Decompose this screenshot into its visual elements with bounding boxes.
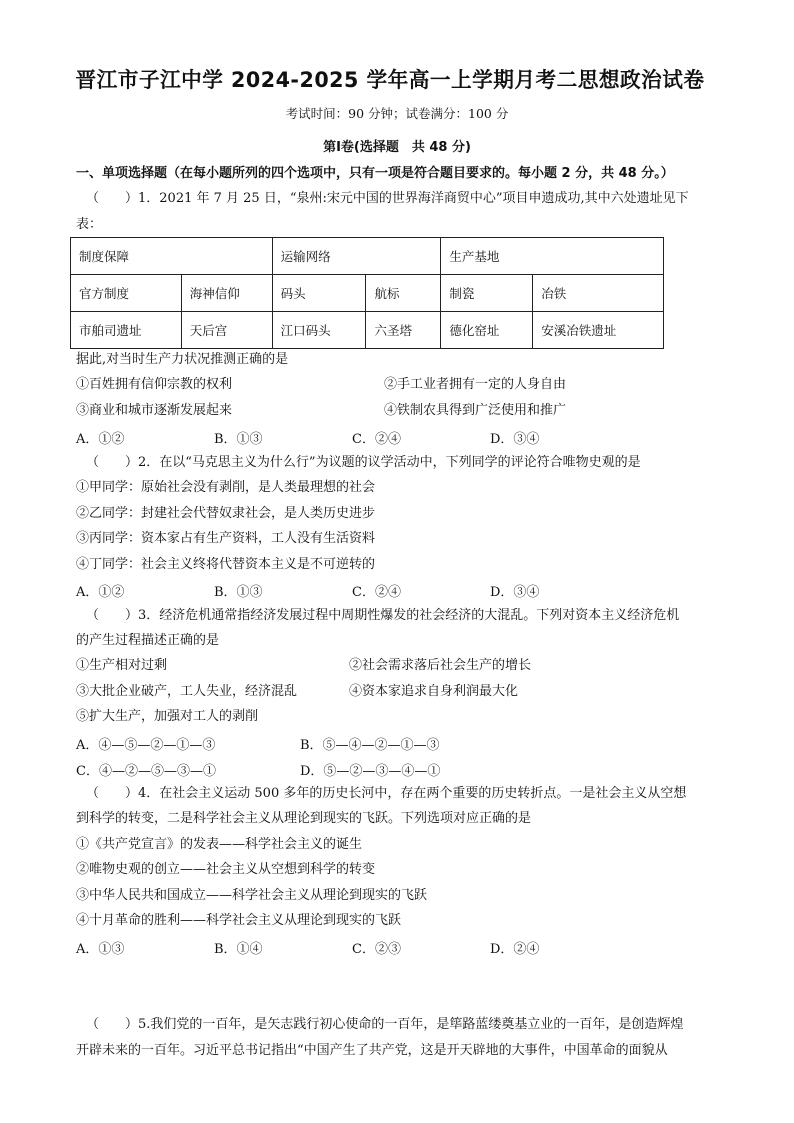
q1-option-a[interactable]: A．①② [76, 432, 125, 447]
q4-item: ②唯物史观的创立——社会主义从空想到科学的转变 [76, 862, 376, 877]
q2-option-a[interactable]: A．①② [76, 585, 125, 600]
q1-option-d[interactable]: D．③④ [490, 432, 540, 447]
table-row [71, 312, 664, 349]
q1-table [70, 237, 664, 349]
q3-stem-line1: （ ）3．经济危机通常指经济发展过程中周期性爆发的社会经济的大混乱。下列对资本主义经济危机 [86, 608, 680, 623]
q3-stem-line2: 的产生过程描述正确的是 [76, 633, 220, 648]
table-header-cell: 生产基地 [441, 238, 664, 275]
table-cell: 冶铁 [533, 275, 664, 312]
q4-item: ④十月革命的胜利——科学社会主义从理论到现实的飞跃 [76, 913, 402, 928]
q2-item: ④丁同学：社会主义终将代替资本主义是不可逆转的 [76, 557, 376, 572]
q1-item: ②手工业者拥有一定的人身自由 [384, 377, 567, 392]
q5-stem-line2: 开辟未来的一百年。习近平总书记指出“中国产生了共产党，这是开天辟地的大事件，中国革命的面貌从 [76, 1043, 668, 1058]
exam-subtitle: 考试时间：90 分钟；试卷满分：100 分 [285, 106, 509, 121]
table-cell: 官方制度 [71, 275, 182, 312]
table-cell: 六圣塔 [366, 312, 441, 349]
q2-option-d[interactable]: D．③④ [490, 585, 540, 600]
table-header-cell: 制度保障 [71, 238, 273, 275]
table-cell: 海神信仰 [181, 275, 272, 312]
section-heading: 一、单项选择题（在每小题所列的四个选项中，只有一项是符合题目要求的。每小题 2 分，共 48 分。） [76, 166, 674, 181]
q3-option-d[interactable]: D．⑤—②—③—④—① [300, 764, 441, 779]
q3-item: ④资本家追求自身利润最大化 [349, 684, 519, 699]
q2-option-c[interactable]: C．②④ [352, 585, 401, 600]
q2-item: ②乙同学：封建社会代替奴隶社会，是人类历史进步 [76, 506, 376, 521]
q4-item: ①《共产党宣言》的发表——科学社会主义的诞生 [76, 837, 363, 852]
q3-item: ②社会需求落后社会生产的增长 [349, 658, 532, 673]
q3-item: ⑤扩大生产，加强对工人的剥削 [76, 709, 259, 724]
q5-stem-line1: （ ）5.我们党的一百年，是矢志践行初心使命的一百年，是筚路蓝缕奠基立业的一百年，是创造辉煌 [86, 1017, 684, 1032]
table-cell: 市舶司遗址 [71, 312, 182, 349]
q2-option-b[interactable]: B．①③ [214, 585, 263, 600]
q1-item: ③商业和城市逐渐发展起来 [76, 403, 233, 418]
q2-item: ①甲同学：原始社会没有剥削，是人类最理想的社会 [76, 480, 376, 495]
q4-option-d[interactable]: D．②④ [490, 942, 540, 957]
q4-stem-line1: （ ）4．在社会主义运动 500 多年的历史长河中，存在两个重要的历史转折点。一是社会主义从空想 [86, 786, 687, 801]
volume-heading: 第Ⅰ卷(选择题 共 48 分) [323, 140, 471, 155]
q4-option-b[interactable]: B．①④ [214, 942, 263, 957]
q4-stem-line2: 到科学的转变，二是科学社会主义从理论到现实的飞跃。下列选项对应正确的是 [76, 811, 532, 826]
table-cell: 制瓷 [441, 275, 533, 312]
table-cell: 安溪冶铁遗址 [533, 312, 664, 349]
q1-stem-line2: 表： [76, 217, 103, 232]
table-row [71, 238, 664, 275]
q2-stem: （ ）2．在以“马克思主义为什么行”为议题的议学活动中，下列同学的评论符合唯物史观的是 [86, 455, 641, 470]
q2-item: ③丙同学：资本家占有生产资料，工人没有生活资料 [76, 531, 376, 546]
exam-title: 晋江市子江中学 2024-2025 学年高一上学期月考二思想政治试卷 [75, 68, 705, 92]
q3-option-b[interactable]: B．⑤—④—②—①—③ [300, 738, 440, 753]
table-cell: 天后宫 [181, 312, 272, 349]
q1-stem-line1: （ ）1．2021 年 7 月 25 日，“泉州:宋元中国的世界海洋商贸中心”项目申遗成功,其中六处遗址见下 [86, 191, 689, 206]
q3-option-c[interactable]: C．④—②—⑤—③—① [76, 764, 216, 779]
table-cell: 航标 [366, 275, 441, 312]
table-header-cell: 运输网络 [272, 238, 441, 275]
table-row [71, 275, 664, 312]
table-cell: 江口码头 [272, 312, 366, 349]
q3-option-a[interactable]: A．④—⑤—②—①—③ [76, 738, 216, 753]
q3-item: ①生产相对过剩 [76, 658, 168, 673]
table-cell: 码头 [272, 275, 366, 312]
q4-option-c[interactable]: C．②③ [352, 942, 401, 957]
q4-item: ③中华人民共和国成立——科学社会主义从理论到现实的飞跃 [76, 888, 428, 903]
q1-item: ①百姓拥有信仰宗教的权利 [76, 377, 233, 392]
table-cell: 德化窑址 [441, 312, 533, 349]
q1-option-c[interactable]: C．②④ [352, 432, 401, 447]
q1-after-table: 据此,对当时生产力状况推测正确的是 [76, 352, 289, 367]
q1-option-b[interactable]: B．①③ [214, 432, 263, 447]
q4-option-a[interactable]: A．①③ [76, 942, 125, 957]
q1-item: ④铁制农具得到广泛使用和推广 [384, 403, 567, 418]
q3-item: ③大批企业破产，工人失业，经济混乱 [76, 684, 298, 699]
